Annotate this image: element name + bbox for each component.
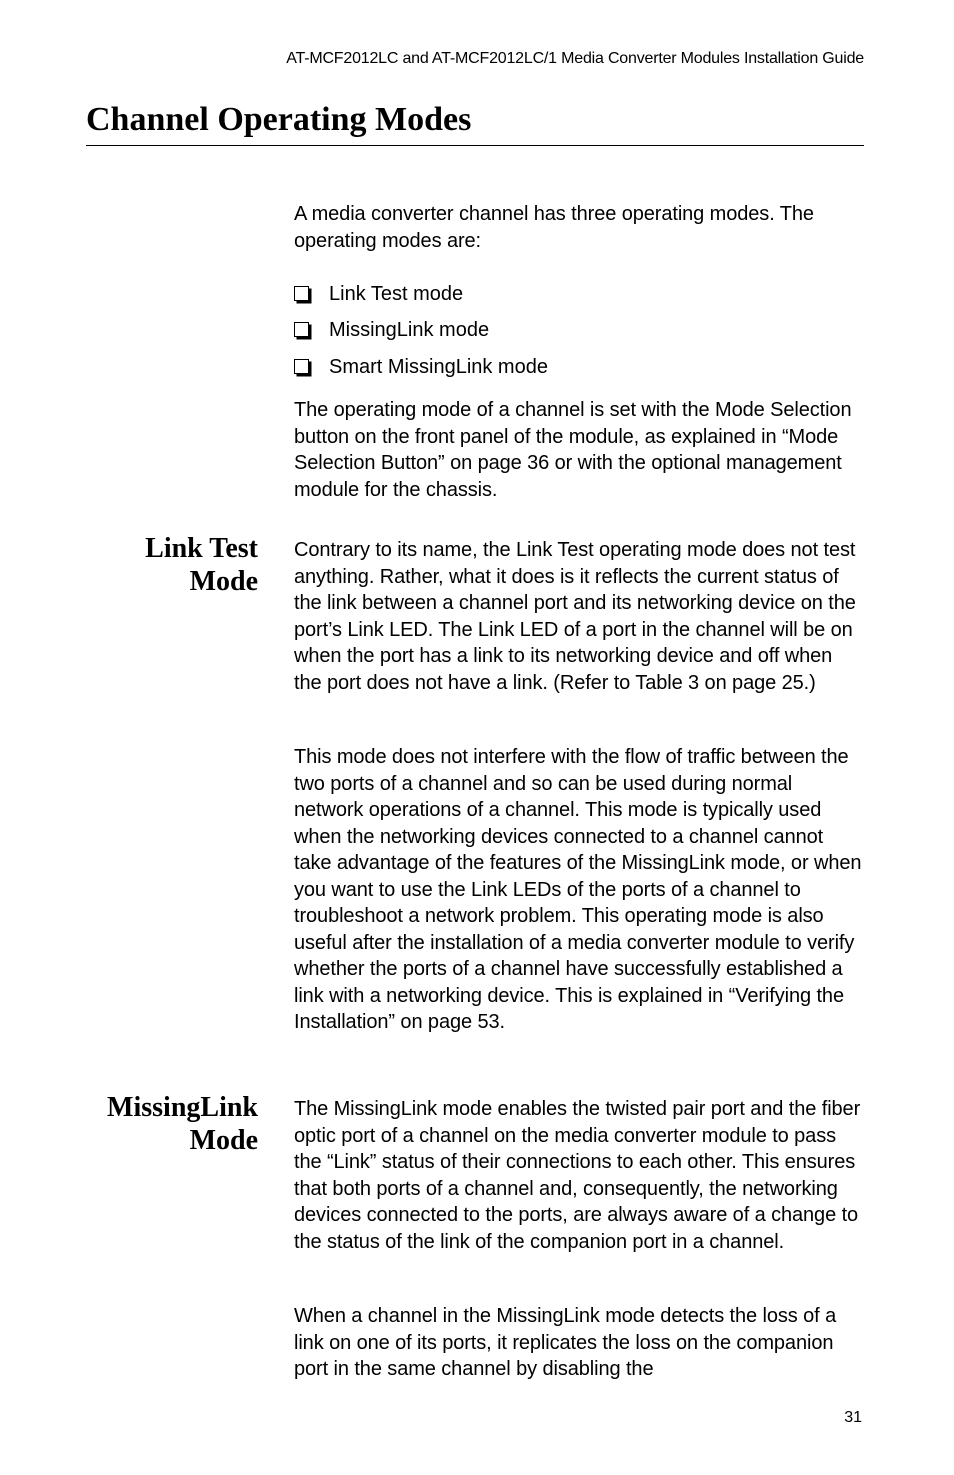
list-item-text: Link Test mode bbox=[329, 282, 464, 305]
section-heading-missinglink bbox=[107, 1091, 258, 1157]
chapter-title: Channel Operating Modes bbox=[86, 101, 472, 138]
intro-paragraph: A media converter channel has three operating modes. The operating modes are: bbox=[294, 203, 814, 252]
mode-selection-paragraph: The operating mode of a channel is set with the Mode Selection button on the front panel of the module, as explained in “Mode Selection Button” on page 36 or with the optional management module for the chassis. bbox=[294, 399, 852, 501]
list-item-text: MissingLink mode bbox=[329, 319, 490, 342]
list-item bbox=[294, 276, 864, 313]
checkbox-bullet-icon bbox=[294, 359, 309, 374]
missinglink-paragraph-1: The MissingLink mode enables the twisted pair port and the fiber optic port of a channel on the media converter module to pass the “Link” status of their connections to each other. This ensures that both ports of a channel and, consequently, the networking devices connected to the ports, are always aware of a change to the status of the link of the companion port in a channel. bbox=[294, 1098, 861, 1253]
heading-line: Mode bbox=[189, 1125, 258, 1156]
link-test-paragraph-2: This mode does not interfere with the flow of traffic between the two ports of a channel and so can be used during normal network operations of a channel. This mode is typically used when the networking devices connected to a channel cannot take advantage of the features of the MissingLink mode, or when you want to use the Link LEDs of the ports of a channel to troubleshoot a network problem. This operating mode is also useful after the installation of a media converter module to verify whether the ports of a channel have successfully established a link with a networking device. This is explained in “Verifying the Installation” on page 53. bbox=[294, 746, 862, 1033]
missinglink-paragraph-2: When a channel in the MissingLink mode detects the loss of a link on one of its ports, it replicates the loss on the companion port in the same channel by disabling the bbox=[294, 1305, 837, 1380]
list-item-text: Smart MissingLink mode bbox=[329, 355, 548, 378]
list-item bbox=[294, 313, 864, 350]
operating-modes-list bbox=[294, 276, 864, 386]
section-heading-link-test bbox=[145, 532, 258, 598]
list-item bbox=[294, 349, 864, 386]
running-header: AT-MCF2012LC and AT-MCF2012LC/1 Media Converter Modules Installation Guide bbox=[286, 50, 864, 67]
checkbox-bullet-icon bbox=[294, 286, 309, 301]
heading-line: Link Test bbox=[145, 533, 258, 564]
heading-line: MissingLink bbox=[107, 1092, 258, 1123]
checkbox-bullet-icon bbox=[294, 322, 309, 337]
page-number: 31 bbox=[844, 1409, 862, 1426]
title-rule bbox=[86, 145, 864, 146]
heading-line: Mode bbox=[189, 566, 258, 597]
link-test-paragraph-1: Contrary to its name, the Link Test operating mode does not test anything. Rather, what it does is it reflects the current status of the link between a channel port and its networking device on the port’s Link LED. The Link LED of a port in the channel will be on when the port has a link to its networking device and off when the port does not have a link. (Refer to Table 3 on page 25.) bbox=[294, 539, 856, 694]
